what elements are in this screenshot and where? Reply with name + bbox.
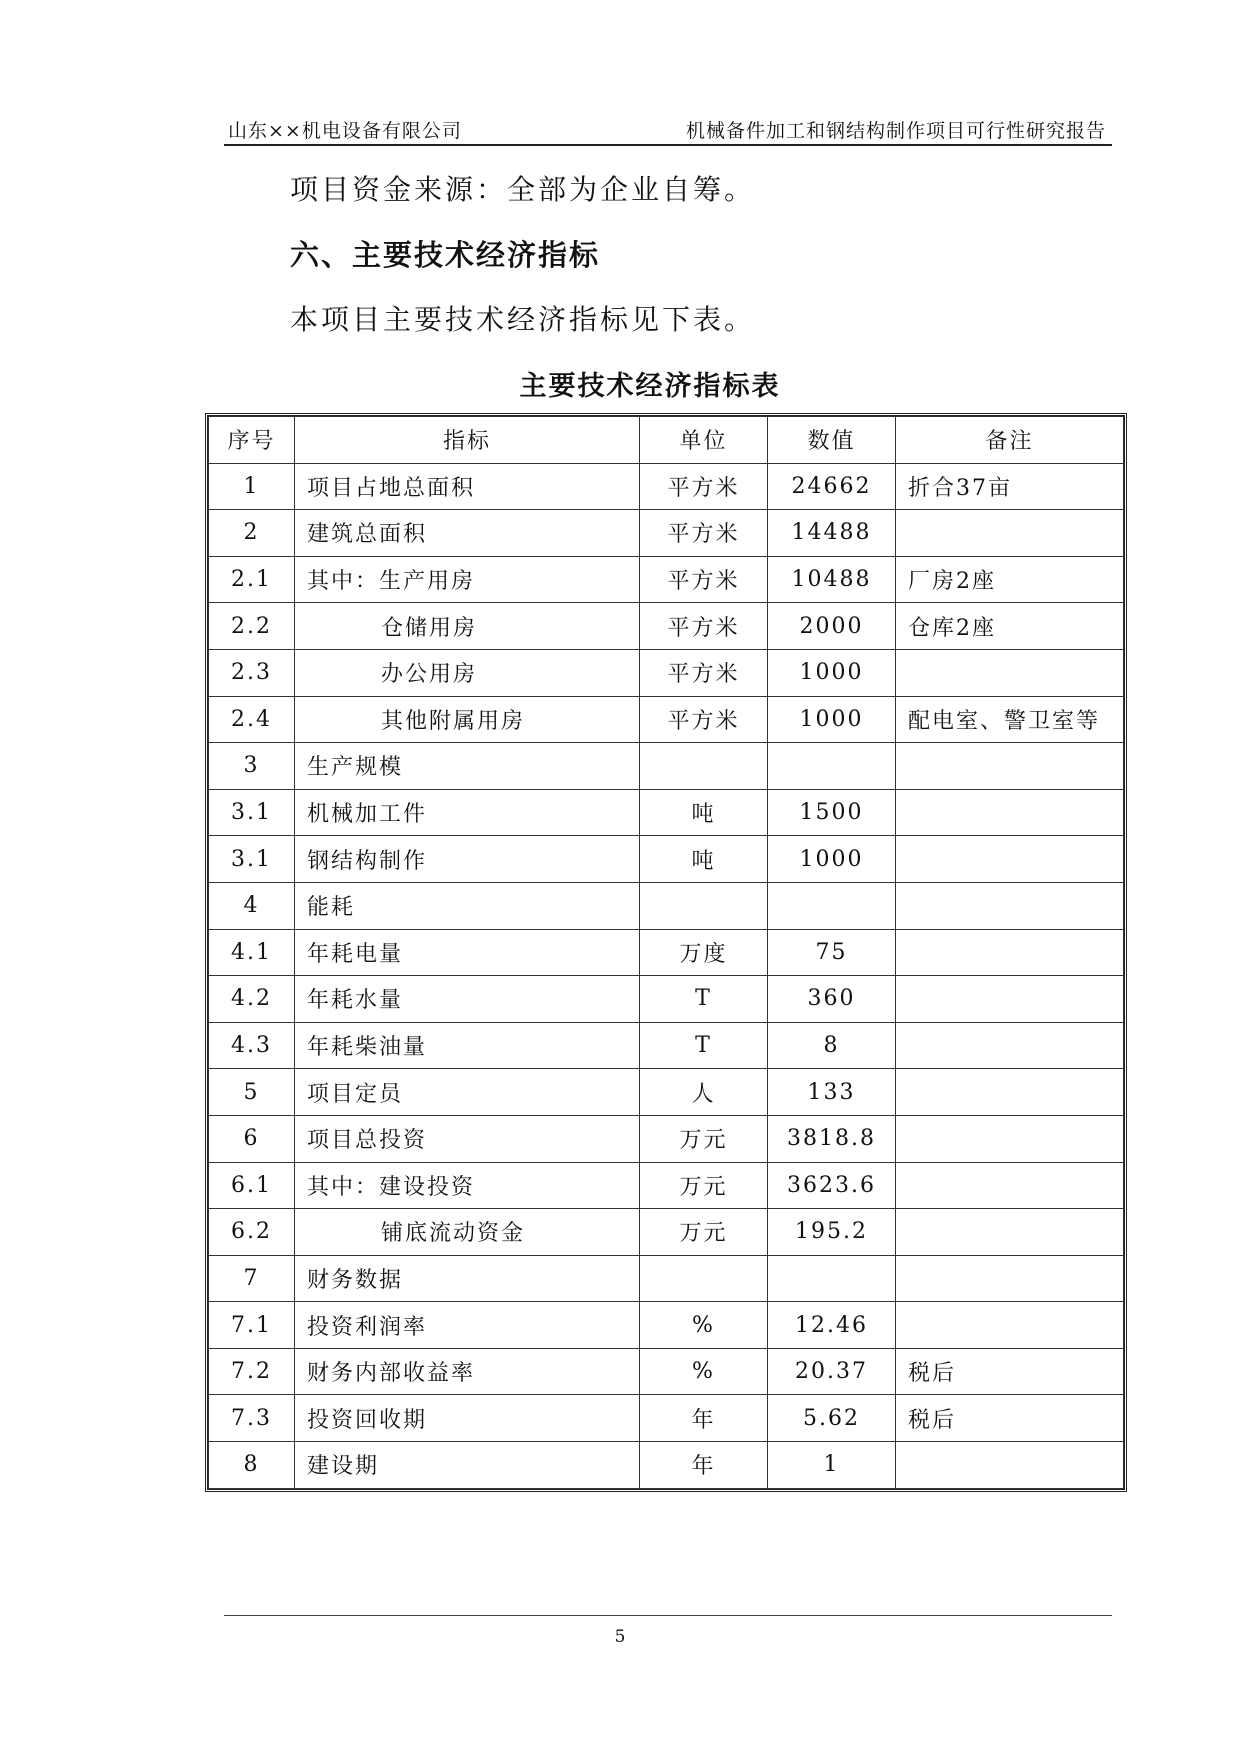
row-number-cell: 2 [209,510,295,557]
row-number-cell: 7 [209,1255,295,1302]
indicator-cell: 生产规模 [295,743,640,790]
table-row [209,976,1124,1023]
value-cell [768,743,896,790]
note-cell [896,743,1124,790]
row-number-cell: 6.2 [209,1209,295,1256]
note-cell [896,1162,1124,1209]
indicator-cell: 项目定员 [295,1069,640,1116]
value-cell: 5.62 [768,1395,896,1442]
value-cell: 2000 [768,603,896,650]
header-cell-note: 备注 [896,417,1124,464]
row-number-cell: 1 [209,463,295,510]
unit-cell [640,1255,768,1302]
row-number-cell: 3.1 [209,836,295,883]
indicator-cell: 其中：建设投资 [295,1162,640,1209]
value-cell: 1000 [768,649,896,696]
note-cell: 折合37亩 [896,463,1124,510]
table-row [209,789,1124,836]
unit-cell: 平方米 [640,510,768,557]
unit-cell: 万元 [640,1115,768,1162]
table-row [209,1255,1124,1302]
unit-cell: T [640,1022,768,1069]
table-row [209,649,1124,696]
note-cell: 税后 [896,1395,1124,1442]
note-cell [896,510,1124,557]
note-cell [896,1302,1124,1349]
table-row [209,510,1124,557]
indicator-cell: 财务内部收益率 [295,1348,640,1395]
indicator-cell: 项目占地总面积 [295,463,640,510]
row-number-cell: 3 [209,743,295,790]
unit-cell: 平方米 [640,556,768,603]
table-row [209,929,1124,976]
row-number-cell: 2.3 [209,649,295,696]
row-number-cell: 2.1 [209,556,295,603]
row-number-cell: 7.3 [209,1395,295,1442]
value-cell: 12.46 [768,1302,896,1349]
value-cell: 195.2 [768,1209,896,1256]
row-number-cell: 2.2 [209,603,295,650]
intro-paragraph: 本项目主要技术经济指标见下表。 [290,303,756,336]
table-row [209,1348,1124,1395]
table-row [209,743,1124,790]
row-number-cell: 4 [209,882,295,929]
row-number-cell: 5 [209,1069,295,1116]
note-cell [896,882,1124,929]
indicator-cell: 建筑总面积 [295,510,640,557]
table-row [209,1442,1124,1489]
table-row [209,1069,1124,1116]
footer-rule [224,1615,1112,1616]
table-row [209,882,1124,929]
report-title: 机械备件加工和钢结构制作项目可行性研究报告 [685,120,1106,142]
unit-cell: 平方米 [640,696,768,743]
funding-paragraph: 项目资金来源：全部为企业自筹。 [290,173,756,206]
unit-cell: 人 [640,1069,768,1116]
table-row [209,836,1124,883]
note-cell [896,1255,1124,1302]
note-cell [896,1069,1124,1116]
unit-cell: % [640,1348,768,1395]
row-number-cell: 4.3 [209,1022,295,1069]
note-cell: 仓库2座 [896,603,1124,650]
note-cell [896,976,1124,1023]
note-cell [896,789,1124,836]
indicator-cell: 投资回收期 [295,1395,640,1442]
table-row [209,1395,1124,1442]
unit-cell: 吨 [640,789,768,836]
row-number-cell: 4.1 [209,929,295,976]
company-name: 山东××机电设备有限公司 [228,120,462,142]
section-heading: 六、主要技术经济指标 [290,238,601,272]
note-cell [896,929,1124,976]
indicator-cell: 钢结构制作 [295,836,640,883]
value-cell: 24662 [768,463,896,510]
unit-cell: 万元 [640,1162,768,1209]
row-number-cell: 3.1 [209,789,295,836]
unit-cell: % [640,1302,768,1349]
note-cell [896,1022,1124,1069]
note-cell [896,1115,1124,1162]
unit-cell: 吨 [640,836,768,883]
row-number-cell: 6 [209,1115,295,1162]
indicator-cell: 年耗电量 [295,929,640,976]
header-cell-value: 数值 [768,417,896,464]
unit-cell: 万度 [640,929,768,976]
value-cell: 14488 [768,510,896,557]
indicator-cell: 其中：生产用房 [295,556,640,603]
value-cell: 1000 [768,836,896,883]
unit-cell: T [640,976,768,1023]
row-number-cell: 2.4 [209,696,295,743]
value-cell: 10488 [768,556,896,603]
table-row [209,1022,1124,1069]
indicator-cell: 建设期 [295,1442,640,1489]
value-cell: 360 [768,976,896,1023]
note-cell [896,1209,1124,1256]
table-row [209,1302,1124,1349]
unit-cell [640,743,768,790]
row-number-cell: 4.2 [209,976,295,1023]
indicator-cell: 项目总投资 [295,1115,640,1162]
row-number-cell: 8 [209,1442,295,1489]
indicator-cell: 铺底流动资金 [295,1209,640,1256]
indicator-cell: 财务数据 [295,1255,640,1302]
indicator-cell: 办公用房 [295,649,640,696]
table-row [209,463,1124,510]
page-number: 5 [614,1627,626,1647]
value-cell [768,1255,896,1302]
table-row [209,603,1124,650]
value-cell: 1 [768,1442,896,1489]
unit-cell: 平方米 [640,463,768,510]
table-row [209,1115,1124,1162]
value-cell: 20.37 [768,1348,896,1395]
row-number-cell: 6.1 [209,1162,295,1209]
table-row [209,696,1124,743]
row-number-cell: 7.2 [209,1348,295,1395]
unit-cell: 万元 [640,1209,768,1256]
header-cell-indicator: 指标 [295,417,640,464]
value-cell: 3818.8 [768,1115,896,1162]
row-number-cell: 7.1 [209,1302,295,1349]
indicator-cell: 投资利润率 [295,1302,640,1349]
indicator-cell: 能耗 [295,882,640,929]
unit-cell: 年 [640,1442,768,1489]
table-caption: 主要技术经济指标表 [519,371,781,402]
value-cell [768,882,896,929]
value-cell: 1000 [768,696,896,743]
indicator-cell: 年耗柴油量 [295,1022,640,1069]
unit-cell [640,882,768,929]
indicator-table [205,413,1127,1492]
unit-cell: 年 [640,1395,768,1442]
indicator-cell: 年耗水量 [295,976,640,1023]
header-cell-unit: 单位 [640,417,768,464]
note-cell: 配电室、警卫室等 [896,696,1124,743]
indicator-cell: 机械加工件 [295,789,640,836]
table-row [209,1162,1124,1209]
note-cell: 税后 [896,1348,1124,1395]
note-cell [896,836,1124,883]
table-row [209,1209,1124,1256]
value-cell: 133 [768,1069,896,1116]
unit-cell: 平方米 [640,649,768,696]
header-cell-no: 序号 [209,417,295,464]
value-cell: 75 [768,929,896,976]
indicator-cell: 仓储用房 [295,603,640,650]
value-cell: 1500 [768,789,896,836]
table-row [209,556,1124,603]
page-header [224,112,1112,146]
indicator-cell: 其他附属用房 [295,696,640,743]
note-cell [896,1442,1124,1489]
note-cell [896,649,1124,696]
note-cell: 厂房2座 [896,556,1124,603]
value-cell: 3623.6 [768,1162,896,1209]
value-cell: 8 [768,1022,896,1069]
unit-cell: 平方米 [640,603,768,650]
table-header-row [209,417,1124,464]
